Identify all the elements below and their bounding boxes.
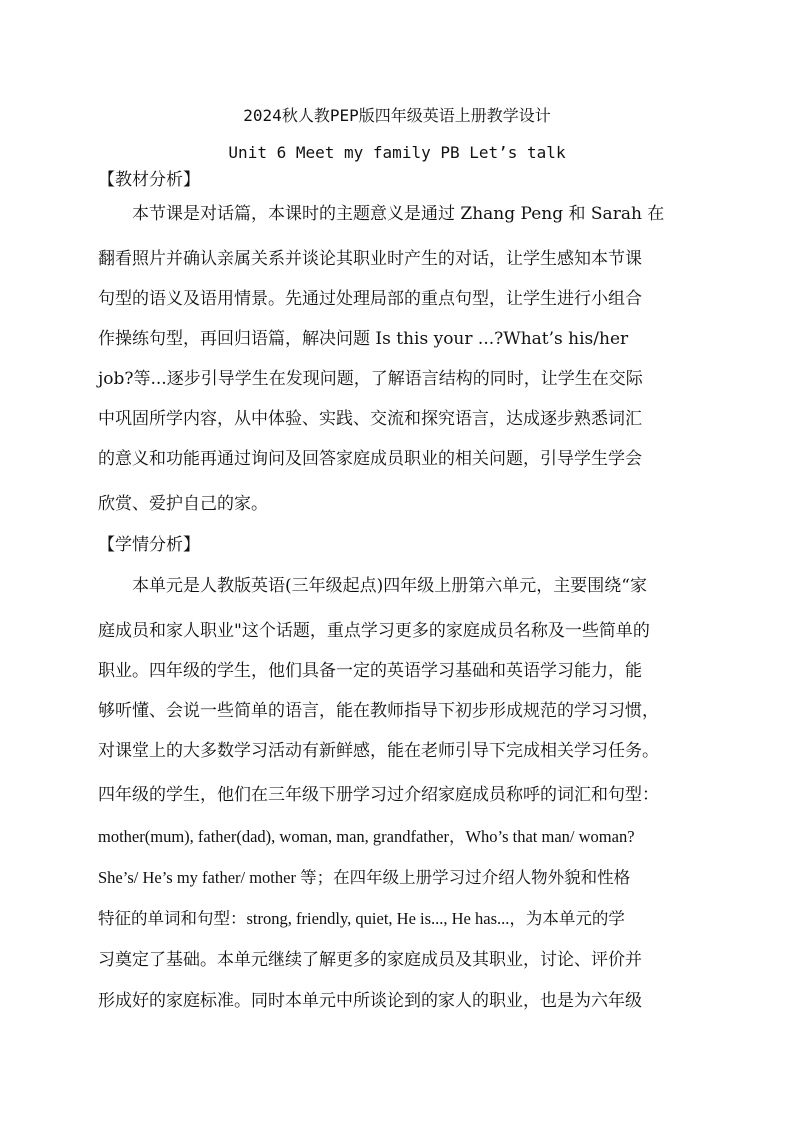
paragraph-line: 翻看照片并确认亲属关系并谈论其职业时产生的对话，让学生感知本节课 [98,249,642,269]
paragraph-line: 形成好的家庭标准。同时本单元中所谈论到的家人的职业，也是为六年级 [98,991,642,1011]
paragraph-line: 句型的语义及语用情景。先通过处理局部的重点句型，让学生进行小组合 [98,289,642,309]
paragraph-line: 欣赏、爱护自己的家。 [98,494,268,514]
section-heading-textbook-analysis: 【教材分析】 [98,170,200,190]
paragraph-line: 本单元是人教版英语(三年级起点)四年级上册第六单元，主要围绕“家 [132,576,647,596]
paragraph-line: 特征的单词和句型：strong, friendly, quiet, He is..., He has...，为本单元的学 [98,909,625,928]
paragraph-line: job?等...逐步引导学生在发现问题，了解语言结构的同时，让学生在交际 [98,369,643,389]
document-title: 2024秋人教PEP版四年级英语上册教学设计 [243,106,551,125]
paragraph-line: 中巩固所学内容，从中体验、实践、交流和探究语言，达成逐步熟悉词汇 [98,409,642,429]
paragraph-line: She’s/ He’s my father/ mother 等；在四年级上册学习过介绍人物外貌和性格 [98,868,631,887]
paragraph-line: 习奠定了基础。本单元继续了解更多的家庭成员及其职业，讨论、评价并 [98,950,642,970]
paragraph-line: 四年级的学生，他们在三年级下册学习过介绍家庭成员称呼的词汇和句型： [98,785,659,805]
paragraph-line: 庭成员和家人职业"这个话题，重点学习更多的家庭成员名称及一些简单的 [98,621,650,641]
document-subtitle: Unit 6 Meet my family PB Let’s talk [228,143,566,162]
paragraph-line: 的意义和功能再通过询问及回答家庭成员职业的相关问题，引导学生学会 [98,449,642,469]
paragraph-line: 职业。四年级的学生，他们具备一定的英语学习基础和英语学习能力，能 [98,661,642,681]
paragraph-line: 对课堂上的大多数学习活动有新鲜感，能在老师引导下完成相关学习任务。 [98,741,659,761]
paragraph-line: 够听懂、会说一些简单的语言，能在教师指导下初步形成规范的学习习惯， [98,701,659,721]
paragraph-line: 作操练句型，再回归语篇，解决问题 Is this your ...?What’s his/her [98,329,629,349]
paragraph-line: mother(mum), father(dad), woman, man, grandfather，Who’s that man/ woman? [98,827,635,846]
paragraph-line: 本节课是对话篇，本课时的主题意义是通过 Zhang Peng 和 Sarah 在 [132,204,665,224]
section-heading-learner-analysis: 【学情分析】 [98,535,200,555]
